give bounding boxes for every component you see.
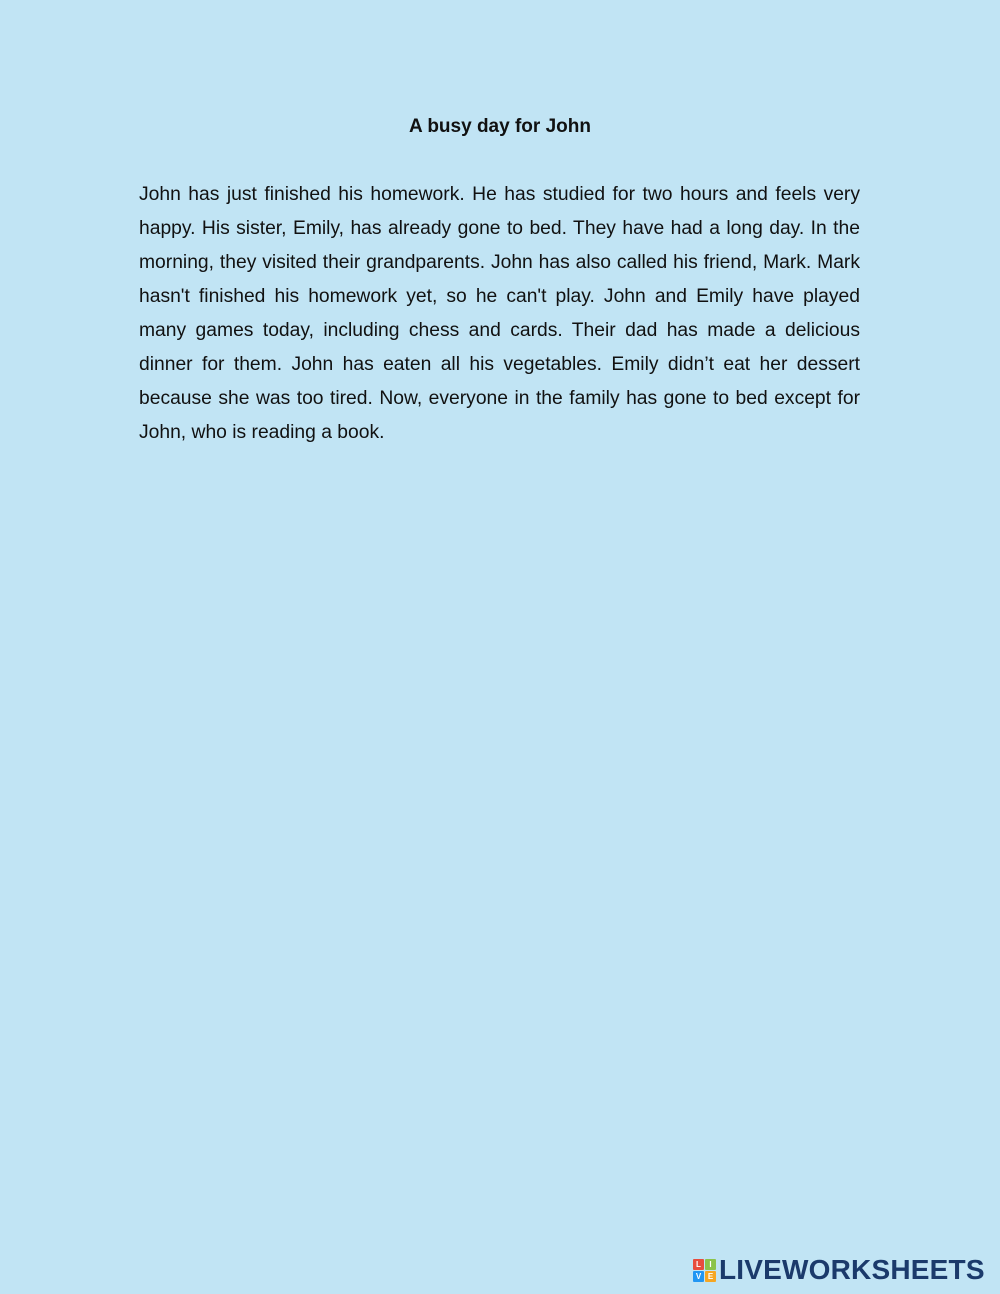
logo-icon-letter-l: L	[693, 1259, 704, 1270]
logo-wordmark: LIVEWORKSHEETS	[719, 1254, 985, 1285]
page-title: A busy day for John	[409, 116, 591, 137]
logo-icon-letter-v: V	[693, 1271, 704, 1282]
logo-icon-letter-e: E	[705, 1271, 716, 1282]
liveworksheets-logo[interactable]	[693, 1254, 985, 1286]
logo-icon-letter-i: I	[705, 1259, 716, 1270]
liveworksheets-logo-icon	[693, 1259, 716, 1282]
story-paragraph: John has just finished his homework. He has studied for two hours and feels very happy. His sister, Emily, has already gone to bed. They have had a long day. In the morning, they visited their grandparents. John has also called his friend, Mark. Mark hasn't finished his homework yet, so he can't play. John and Emily have played many games today, including chess and cards. Their dad has made a delicious dinner for them. John has eaten all his vegetables. Emily didn’t eat her dessert because she was too tired. Now, everyone in the family has gone to bed except for John, who is reading a book.	[139, 184, 860, 443]
